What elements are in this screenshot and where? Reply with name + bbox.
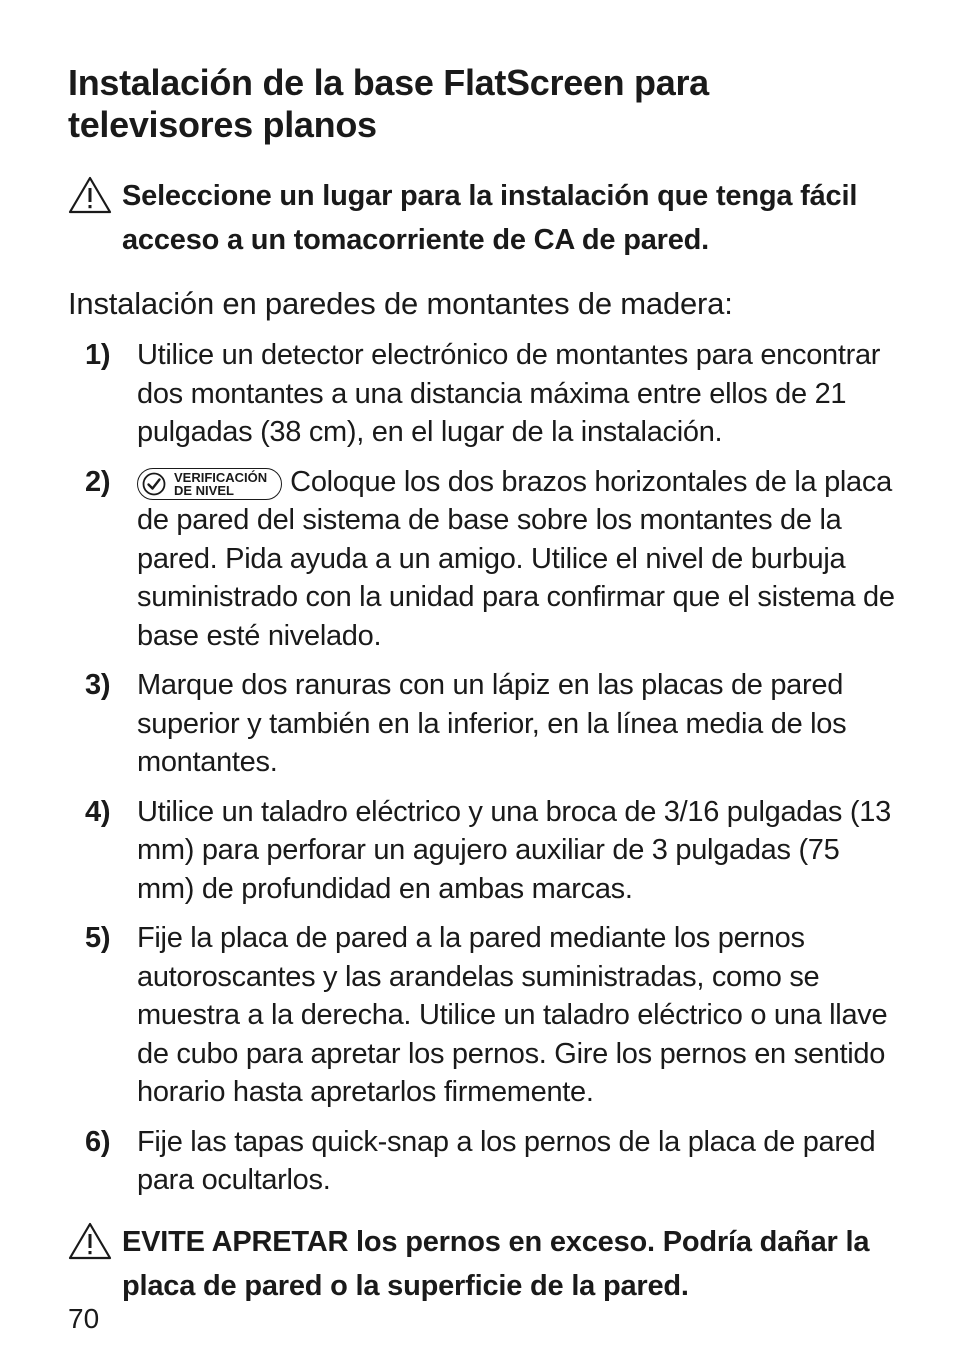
badge-line-1: VERIFICACIÓN [174, 469, 268, 485]
badge-line-2: DE NIVEL [174, 482, 234, 498]
list-item [85, 336, 898, 452]
section-subtitle: Instalación en paredes de montantes de madera: [68, 286, 733, 321]
list-item [85, 919, 898, 1112]
page-content [68, 62, 898, 1308]
list-item [85, 1123, 898, 1200]
list-item [85, 463, 898, 656]
step-number: 3) [85, 669, 111, 701]
warning-bottom [68, 1220, 898, 1308]
page-title: Instalación de la base FlatScreen para televisores planos [68, 62, 709, 145]
step-number: 2) [85, 465, 111, 498]
warning-bottom-text: EVITE APRETAR los pernos en exceso. Podría dañar la placa de pared o la superficie de la pared. [122, 1225, 870, 1302]
step-text: Utilice un taladro eléctrico y una broca de 3/16 pulgadas (13 mm) para perforar un agujero auxiliar de 3 pulgadas (75 mm) de profundidad en ambas marcas. [137, 795, 891, 905]
badge-text [174, 471, 267, 497]
step-text: Marque dos ranuras con un lápiz en las placas de pared superior y también en la inferior, en la línea media de los montantes. [137, 669, 847, 778]
step-text: Fije la placa de pared a la pared mediante los pernos autoroscantes y las arandelas suministradas, como se muestra a la derecha. Utilice un taladro eléctrico o una llave de cubo para apretar los pernos. Gire los pernos en sentido horario hasta apretarlos firmemente. [137, 922, 888, 1108]
step-text: Utilice un detector electrónico de montantes para encontrar dos montantes a una distancia máxima entre ellos de 21 pulgadas (38 cm), en el lugar de la instalación. [137, 339, 881, 448]
warning-top-text: Seleccione un lugar para la instalación que tenga fácil acceso a un tomacorriente de CA de pared. [122, 180, 858, 256]
warning-top [68, 174, 898, 262]
list-item [85, 793, 898, 909]
level-check-badge [137, 468, 282, 500]
step-number: 1) [85, 339, 111, 371]
warning-triangle-icon [68, 176, 112, 214]
list-item [85, 666, 898, 782]
check-circle-icon [142, 472, 166, 496]
step-number: 6) [85, 1125, 111, 1158]
step-text: Coloque los dos brazos horizontales de la placa de pared del sistema de base sobre los montantes de la pared. Pida ayuda a un amigo. Utilice el nivel de burbuja suministrado con la unidad para confirmar que el sistema de base esté nivelado. [137, 465, 895, 652]
warning-triangle-icon [68, 1222, 112, 1260]
steps-list [68, 336, 898, 1200]
page-number: 70 [68, 1303, 100, 1334]
step-number: 4) [85, 795, 111, 828]
step-text: Fije las tapas quick-snap a los pernos de la placa de pared para ocultarlos. [137, 1125, 876, 1196]
step-number: 5) [85, 922, 111, 954]
